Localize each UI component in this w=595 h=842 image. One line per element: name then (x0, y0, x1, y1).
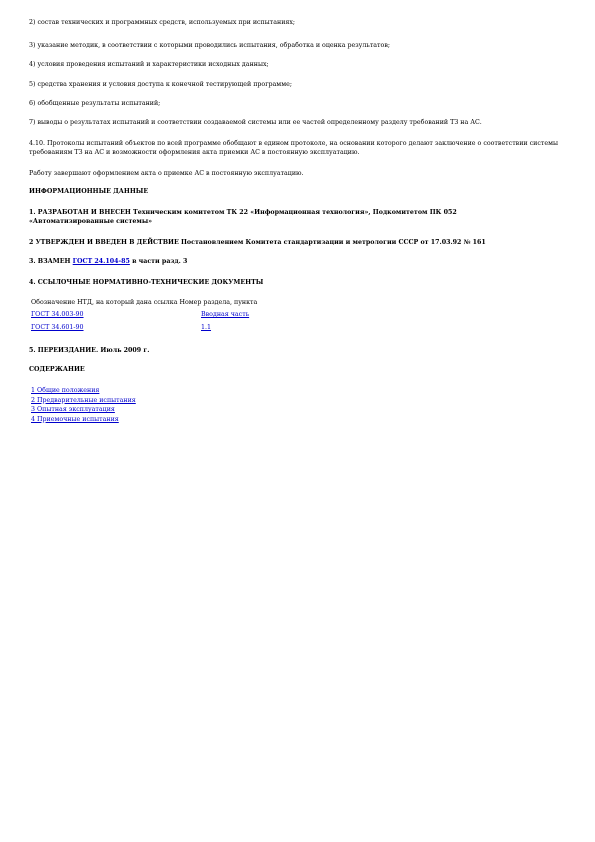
info-item-3 (29, 257, 569, 266)
list-item-6: 6) обобщенные результаты испытаний; (29, 100, 161, 107)
reference-doc-link-1[interactable]: ГОСТ 34.003-90 (31, 311, 84, 318)
list-item-2: 2) состав технических и программных средств, используемых при испытаниях; (29, 19, 296, 26)
list-item-5: 5) средства хранения и условия доступа к конечной тестирующей программе; (29, 81, 292, 88)
info-heading: ИНФОРМАЦИОННЫЕ ДАННЫЕ (29, 188, 149, 195)
paragraph-4-10: 4.10. Протоколы испытаний объектов по всей программе обобщают в едином протоколе, на основании которого делают заключение о соответствии системы требованиям ТЗ на АС и возможности оформления акта приемки АС в постоянную эксплуатацию. (29, 140, 558, 156)
reference-table-header: Обозначение НТД, на который дана ссылка Номер раздела, пункта (31, 299, 258, 306)
info-item-1-text-b: «Автоматизированные системы» (29, 218, 153, 225)
paragraph-final: Работу завершают оформлением акта о приемке АС в постоянную эксплуатацию. (29, 170, 304, 177)
info-item-3-prefix: 3. ВЗАМЕН (29, 258, 73, 265)
table-of-contents (31, 386, 136, 424)
toc-link-2[interactable]: 2 Предварительные испытания (31, 396, 136, 404)
list-item-4: 4) условия проведения испытаний и характеристики исходных данных; (29, 61, 269, 68)
info-item-1-text-a: 1. РАЗРАБОТАН И ВНЕСЕН Техническим комитетом ТК 22 «Информационная технология», Подкомитетом ПК 052 (29, 209, 457, 216)
toc-link-4[interactable]: 4 Приемочные испытания (31, 415, 119, 423)
info-item-3-suffix: в части разд. 3 (129, 258, 188, 265)
info-item-4-heading: 4. ССЫЛОЧНЫЕ НОРМАТИВНО-ТЕХНИЧЕСКИЕ ДОКУМЕНТЫ (29, 279, 264, 286)
toc-link-3[interactable]: 3 Опытная эксплуатация (31, 406, 115, 413)
info-item-1 (29, 208, 569, 226)
reference-section-link-1[interactable]: Вводная часть (201, 311, 250, 318)
info-item-2: 2 УТВЕРЖДЕН И ВВЕДЕН В ДЕЙСТВИЕ Постановлением Комитета стандартизации и метрологии СССР от 17.03.92 № 161 (29, 239, 486, 246)
toc-link-1[interactable]: 1 Общие положения (31, 387, 100, 394)
gost-24-104-85-link[interactable]: ГОСТ 24.104-85 (72, 258, 130, 265)
list-item-7: 7) выводы о результатах испытаний и соответствии создаваемой системы или ее частей определенному разделу требований ТЗ на АС. (29, 119, 482, 126)
reference-doc-link-2[interactable]: ГОСТ 34.601-90 (31, 324, 84, 331)
reference-section-link-2[interactable]: 1.1 (201, 324, 212, 331)
list-item-3: 3) указание методик, в соответствии с которыми проводились испытания, обработка и оценка результатов; (29, 42, 390, 49)
toc-heading: СОДЕРЖАНИЕ (29, 366, 85, 373)
info-item-5: 5. ПЕРЕИЗДАНИЕ. Июль 2009 г. (29, 347, 150, 354)
